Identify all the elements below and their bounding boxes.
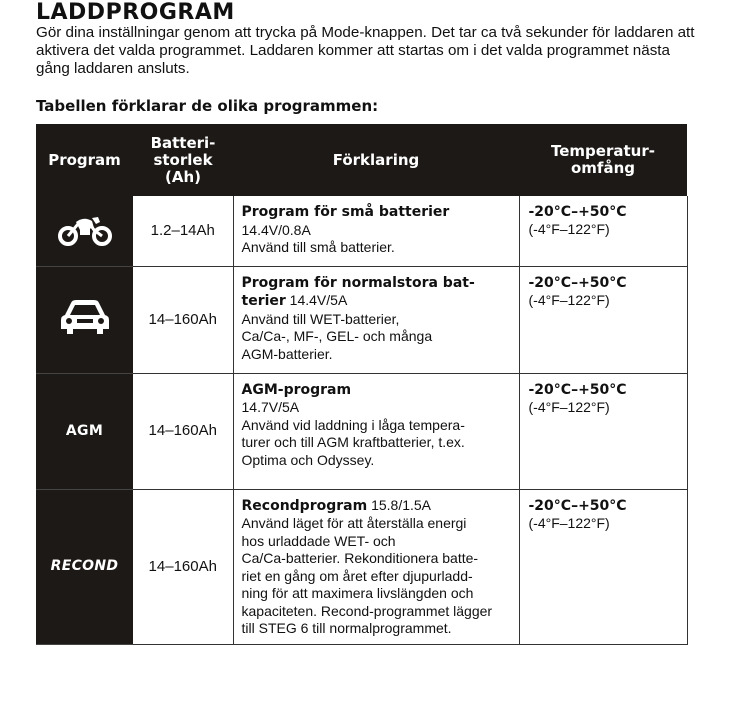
explanation-line: Använd vid laddning i låga tempera- bbox=[241, 416, 465, 433]
page-title: LADDPROGRAM bbox=[36, 0, 235, 25]
table-row bbox=[36, 373, 687, 489]
battery-size-cell: 14–160Ah bbox=[133, 266, 233, 373]
explanation-line: Använd läget för att återställa energi bbox=[241, 515, 467, 531]
temperature-celsius: -20°C–+50°C bbox=[528, 497, 627, 514]
temperature-celsius: -20°C–+50°C bbox=[528, 274, 627, 291]
program-label: RECOND bbox=[50, 558, 119, 575]
motorcycle-icon bbox=[56, 233, 114, 249]
table-row bbox=[36, 489, 687, 644]
battery-size-cell: 14–160Ah bbox=[133, 489, 233, 644]
table-row bbox=[36, 266, 687, 373]
battery-size-cell: 1.2–14Ah bbox=[133, 196, 233, 266]
explanation-line: hos urladdade WET- och bbox=[241, 532, 396, 549]
explanation-line: riet en gång om året efter djupurladd- bbox=[241, 567, 473, 584]
temperature-cell bbox=[519, 266, 687, 373]
explanation-line: Använd till små batterier. bbox=[241, 239, 395, 255]
header-temperature: Temperatur- omfång bbox=[519, 124, 687, 196]
intro-paragraph: Gör dina inställningar genom att trycka på Mode-knappen. Det tar ca två sekunder för laddaren att aktivera det valda programmet. Laddaren kommer att startas om i det valda programmet nästa gång laddaren ansluts. bbox=[36, 24, 695, 77]
program-cell bbox=[36, 373, 133, 489]
explanation-line: Ca/Ca-, MF-, GEL- och många bbox=[241, 328, 433, 344]
explanation-cell bbox=[233, 266, 519, 373]
car-icon bbox=[59, 324, 111, 340]
explanation-line: 14.7V/5A bbox=[241, 399, 300, 415]
header-program: Program bbox=[36, 124, 133, 196]
explanation-line: turer och till AGM kraftbatterier, t.ex. bbox=[241, 434, 465, 450]
program-title: Program för små batterier bbox=[241, 204, 450, 220]
explanation-line: AGM-batterier. bbox=[241, 345, 333, 362]
temperature-cell bbox=[519, 489, 687, 644]
program-table bbox=[36, 124, 688, 645]
program-title: Program för normalstora bat- terier bbox=[241, 274, 475, 309]
header-explanation: Förklaring bbox=[233, 124, 519, 196]
explanation-line: 14.4V/0.8A bbox=[241, 221, 311, 238]
table-header-row bbox=[36, 124, 687, 196]
explanation-cell bbox=[233, 489, 519, 644]
explanation-cell bbox=[233, 196, 519, 266]
program-title: Recondprogram bbox=[241, 497, 368, 514]
explanation-line: Optima och Odyssey. bbox=[241, 451, 375, 468]
table-row bbox=[36, 196, 687, 266]
program-title: AGM-program bbox=[241, 381, 352, 398]
table-subtitle: Tabellen förklarar de olika programmen: bbox=[36, 97, 379, 115]
temperature-fahrenheit: (-4°F–122°F) bbox=[528, 221, 610, 237]
temperature-celsius: -20°C–+50°C bbox=[528, 381, 627, 398]
temperature-celsius: -20°C–+50°C bbox=[528, 204, 627, 220]
explanation-cell bbox=[233, 373, 519, 489]
explanation-line: Ca/Ca-batterier. Rekonditionera batte- bbox=[241, 550, 479, 566]
temperature-fahrenheit: (-4°F–122°F) bbox=[528, 514, 610, 531]
temperature-fahrenheit: (-4°F–122°F) bbox=[528, 398, 610, 415]
battery-size-cell: 14–160Ah bbox=[133, 373, 233, 489]
temperature-fahrenheit: (-4°F–122°F) bbox=[528, 291, 610, 308]
program-cell bbox=[36, 266, 133, 373]
program-spec: 14.4V/5A bbox=[285, 292, 348, 308]
program-label: AGM bbox=[65, 422, 104, 439]
header-battery-size: Batteri- storlek (Ah) bbox=[133, 124, 233, 196]
program-cell bbox=[36, 489, 133, 644]
program-cell bbox=[36, 196, 133, 266]
temperature-cell bbox=[519, 196, 687, 266]
program-spec: 15.8/1.5A bbox=[367, 496, 432, 513]
explanation-line: till STEG 6 till normalprogrammet. bbox=[241, 620, 452, 636]
temperature-cell bbox=[519, 373, 687, 489]
explanation-line: ning för att maximera livslängden och bbox=[241, 585, 474, 601]
explanation-line: Använd till WET-batterier, bbox=[241, 310, 400, 327]
explanation-line: kapaciteten. Recond-programmet lägger bbox=[241, 602, 493, 619]
